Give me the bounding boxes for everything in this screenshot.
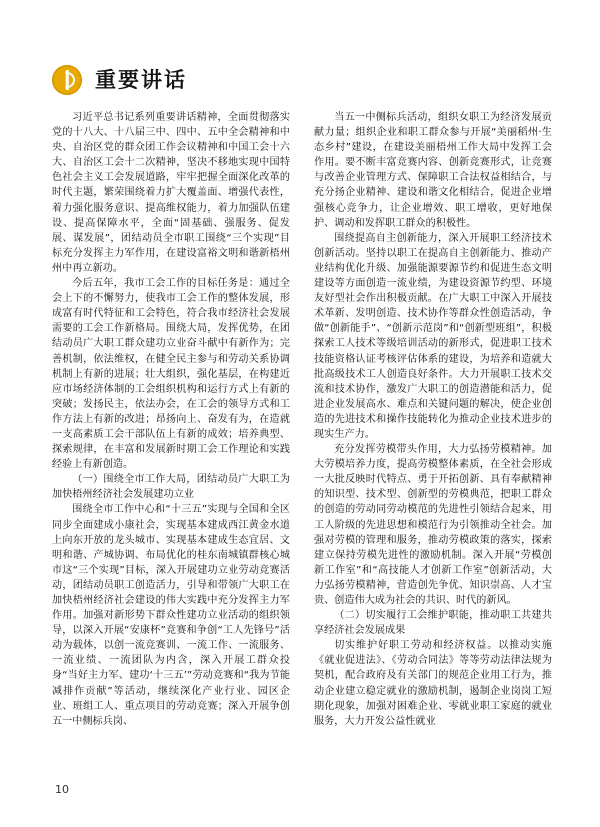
medal-icon bbox=[52, 65, 82, 95]
paragraph: 当五一中侧标兵活动，组织女职工为经济发展贡献力量；组织企业和职工群众参与开展“美丽稻州·生态乡村”建设，在建设美丽梧州工作大局中发挥工会作用。要不断丰富竞赛内容、创新竞赛形式，让竞赛与改善企业管理方式、保障职工合法权益相结合，与充分扬企业精神、建设和谐文化相结合，促进企业增强核心竞争力，让企业增效、职工增收，更好地保护、调动和发挥职工群众的积极性。 bbox=[314, 112, 552, 229]
paragraph: 充分发挥劳模带头作用，大力弘扬劳模精神。加大劳模培养力度，提高劳模整体素质，在全社会形成一大批反映时代特点、勇于开拓创新、具有奉献精神的知识型、技术型、创新型的劳模典范，把职工群众的创造的劳动同劳动模范的先进性引领结合起来，用工人阶级的先进思想和模范行为引领推动全社会。加强对劳模的管理和服务，推动劳模政策的落实，探索建立保持劳模先进性的激励机制。深入开展“劳模创新工作室”和“高技能人才创新工作室”创新活动，大力弘扬劳模精神，营造创先争优、知识崇高、人才宝贵、创造伟大成为社会的共识、时代的新风。 bbox=[314, 444, 552, 606]
paragraph: 围绕全市工作中心和“十三五”实现与全国和全区同步全面建成小康社会，实现基本建成西江黄金水道上向东开放的龙头城市、实现基本建成生态宜居、文明和谐、产城协调、布局优化的桂东南城镇群核心城市这“三个实现”目标，深入开展建功立业劳动竞赛活动，团结动员职工创造活力，引导和带领广大职工在加快梧州经济社会建设的伟大实践中充分发挥主力军作用。加强对新形势下群众性建功立业活动的组织领导，以深入开展“安康杯”竞赛和争创“工人先锋号”活动为载体，以创一流竞赛训、一流工作、一流服务、一流业绩、一流团队为内含，深入开展工群众投身“当好主力军、建功‘十三五’”劳动竞赛和“我为节能减排作贡献”等活动，继续深化产业行业、园区企业、班组工人、重点项目的劳动竞赛；深入开展争创五一中侧标兵岗、 bbox=[52, 504, 290, 727]
paragraph: （一）围绕全市工作大局，团结动员广大职工为加快梧州经济社会发展建功立业 bbox=[52, 474, 290, 501]
paragraph: 切实维护好职工劳动和经济权益。以推动实施《就业促进法》、《劳动合同法》等等劳动法律法规为契机，配合政府及有关部门的规范企业用工行为，推动企业建立稳定就业的激励机制，遏制企业岗岗工短期化现象，加强对困难企业、零就业职工家庭的就业服务，大力开发公益性就业 bbox=[314, 640, 552, 727]
page-number: 10 bbox=[55, 783, 69, 796]
column-left bbox=[52, 110, 290, 760]
paragraph: 今后五年，我市工会工作的目标任务是：通过全会上下的不懈努力，使我市工会工作的整体发展，形成富有时代特征和工会特色，符合我市经济社会发展需要的工会工作新格局。围绕大局，发挥优势，在团结动员广大职工群众建功立业奋斗献中有新作为；完善机制，依法维权，在健全民主参与和劳动关系协调机制上有新的进展；壮大组织，强化基层，在构建近应市场经济体制的工会组织机构和运行方式上有新的突破；发扬民主，依法办会，在工会的领导方式和工作方法上有新的改进；昂扬向上、奋发有为，在造就一支高素质工会干部队伍上有新的成效；培养典型、探索规律，在丰富和发展新时期工会工作理论和实践经验上有新创造。 bbox=[52, 278, 290, 471]
paragraph: 习近平总书记系列重要讲话精神，全面贯彻落实党的十八大、十八届三中、四中、五中全会精神和中央、自治区党的群众团工作会议精神和中国工会十六大、自治区工会十二次精神，坚决不移地实现中国特色社会主义工会发展道路，牢牢把握全面深化改革的时代主题，繁荣围绕着力扩大覆盖面、增强代表性，着力强化服务意识、提高维权能力，着力加强队伍建设、提高保障水平，全面“固基础、强服务、促发展、谋发展”，团结动员全市职工围绕“三个实现”目标充分发挥主力军作用，在建设富裕文明和谐新梧州州中再立新功。 bbox=[52, 112, 290, 274]
paragraph: （二）切实履行工会维护职能，推动职工共建共享经济社会发展成果 bbox=[314, 610, 552, 637]
article-body bbox=[52, 110, 552, 760]
column-right bbox=[314, 110, 552, 760]
paragraph: 围绕提高自主创新能力，深入开展职工经济技术创新活动。坚持以职工在提高自主创新能力、推动产业结构优化升级、加强能源要源节约和促进生态文明建设等方面创造一流业绩，为建设资源节约型、环境友好型社会作出积极贡献。在广大职工中深入开展技术革新、发明创造、技术协作等群众性创造活动，争做“创新能手”、“创新示范岗”和“创新型班组”，积极探索工人技术等级培训活动的新形式，促进职工技术技能资格认证考核评估体系的建设，为培养和造就大批高级技术工人创造良好条件。大力开展职工技术交流和技术协作，激发广大职工的创造潜能和活力，促进企业发展高水、难点和关键问题的解决，使企业创造的先进技术和操作技能转化为推动企业技术进步的现实生产力。 bbox=[314, 232, 552, 440]
article-header bbox=[52, 58, 552, 102]
page-title: 重要讲话 bbox=[95, 67, 187, 92]
